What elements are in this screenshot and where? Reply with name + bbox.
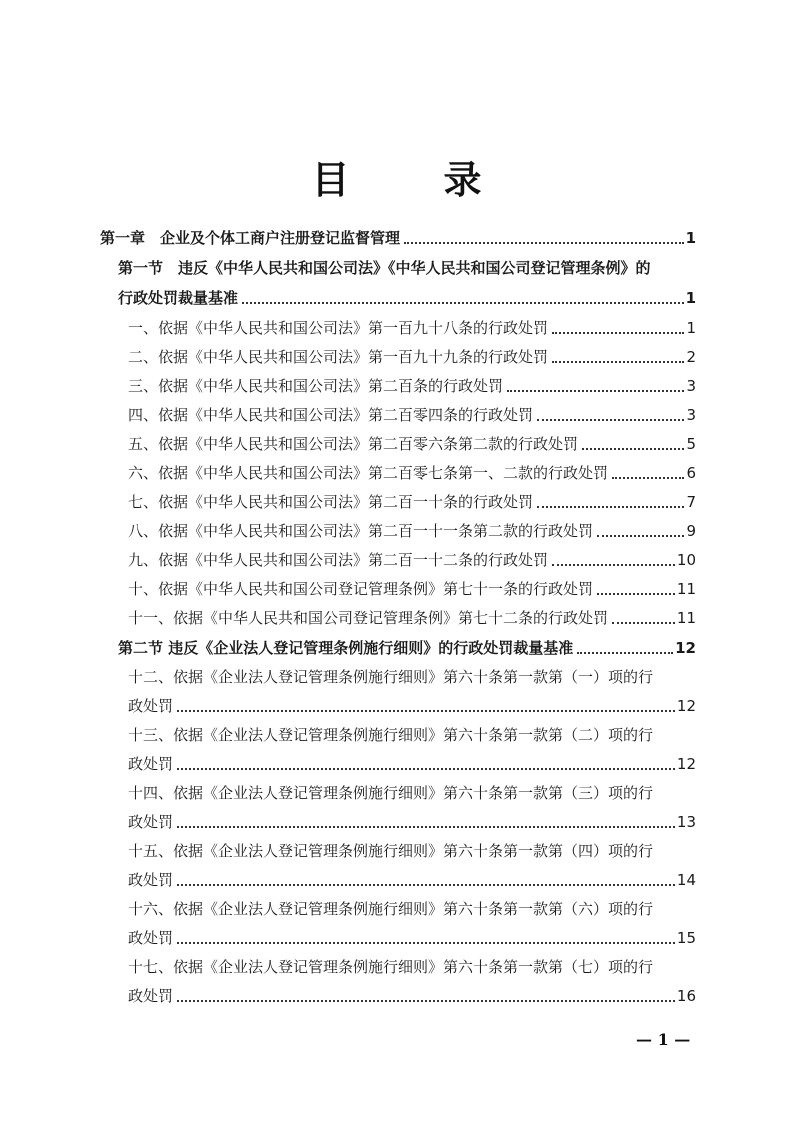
toc-entry-text: 二、依据《中华人民共和国公司法》第一百九十九条的行政处罚 (128, 348, 549, 366)
toc-page-number: 12 (676, 697, 696, 715)
toc-section-2[interactable] (118, 630, 696, 658)
toc-page-number: 6 (686, 464, 696, 482)
toc-item-line1[interactable] (128, 949, 696, 977)
toc-entry-text: 政处罚 (128, 755, 174, 773)
toc-page-number: 1 (685, 289, 696, 307)
toc-item[interactable] (128, 513, 696, 541)
toc-entry-text: 第二节 违反《企业法人登记管理条例施行细则》的行政处罚裁量基准 (118, 639, 574, 657)
toc-entry-text: 一、依据《中华人民共和国公司法》第一百九十八条的行政处罚 (128, 319, 549, 337)
toc-page-number: 5 (686, 435, 696, 453)
toc-entry-text: 政处罚 (128, 697, 174, 715)
toc-item[interactable] (128, 310, 696, 338)
dot-leader (177, 767, 675, 770)
toc-section-1-line2[interactable] (118, 280, 696, 308)
page-title: 目 录 (311, 158, 510, 202)
toc-item[interactable] (128, 600, 696, 628)
dot-leader (612, 621, 675, 624)
toc-item-line2[interactable] (128, 978, 696, 1006)
toc-entry-text: 政处罚 (128, 871, 174, 889)
toc-page-number: 3 (686, 406, 696, 424)
toc-item-line1[interactable] (128, 659, 696, 687)
toc-page-number: 3 (686, 377, 696, 395)
toc-page-number: 13 (676, 813, 696, 831)
dot-leader (577, 651, 673, 654)
dot-leader (177, 825, 675, 828)
toc-page-number: 1 (686, 319, 696, 337)
dot-leader (612, 476, 684, 479)
dot-leader (404, 241, 684, 244)
dot-leader (582, 447, 684, 450)
toc-entry-text: 十、依据《中华人民共和国公司登记管理条例》第七十一条的行政处罚 (128, 580, 594, 598)
toc-item[interactable] (128, 397, 696, 425)
toc-page-number: 7 (686, 493, 696, 511)
toc-page-number: 11 (676, 609, 696, 627)
toc-page-number: 12 (676, 755, 696, 773)
toc-page-number: 9 (686, 522, 696, 540)
toc-item-line1[interactable] (128, 891, 696, 919)
toc-chapter-1[interactable] (100, 220, 696, 248)
dot-leader (552, 360, 684, 363)
toc-item-line2[interactable] (128, 746, 696, 774)
toc-item-line2[interactable] (128, 920, 696, 948)
toc-page-number: 15 (676, 929, 696, 947)
toc-item[interactable] (128, 571, 696, 599)
toc-entry-text: 八、依据《中华人民共和国公司法》第二百一十一条第二款的行政处罚 (128, 522, 594, 540)
toc-entry-text: 政处罚 (128, 987, 174, 1005)
toc-item[interactable] (128, 484, 696, 512)
toc-entry-text: 第一章 企业及个体工商户注册登记监督管理 (100, 229, 401, 247)
toc-item-line1[interactable] (128, 717, 696, 745)
toc-page-number: 1 (685, 229, 696, 247)
dot-leader (552, 331, 684, 334)
toc-item-line1[interactable] (128, 775, 696, 803)
toc-item-line2[interactable] (128, 804, 696, 832)
toc-entry-text: 七、依据《中华人民共和国公司法》第二百一十条的行政处罚 (128, 493, 534, 511)
dot-leader (177, 999, 675, 1002)
toc-entry-text: 三、依据《中华人民共和国公司法》第二百条的行政处罚 (128, 377, 504, 395)
toc-entry-text: 十四、依据《企业法人登记管理条例施行细则》第六十条第一款第（三）项的行 (128, 784, 654, 802)
toc-item-line1[interactable] (128, 833, 696, 861)
toc-item[interactable] (128, 339, 696, 367)
toc-entry-text: 第一节 违反《中华人民共和国公司法》《中华人民共和国公司登记管理条例》的 (118, 259, 651, 277)
dot-leader (242, 301, 684, 304)
toc-item[interactable] (128, 426, 696, 454)
toc-entry-text: 九、依据《中华人民共和国公司法》第二百一十二条的行政处罚 (128, 551, 549, 569)
toc-entry-text: 六、依据《中华人民共和国公司法》第二百零七条第一、二款的行政处罚 (128, 464, 609, 482)
dot-leader (597, 534, 684, 537)
toc-page-number: 14 (676, 871, 696, 889)
toc-entry-text: 十七、依据《企业法人登记管理条例施行细则》第六十条第一款第（七）项的行 (128, 958, 654, 976)
dot-leader (537, 418, 684, 421)
dot-leader (177, 883, 675, 886)
dot-leader (537, 505, 684, 508)
toc-item-line2[interactable] (128, 862, 696, 890)
toc-page-number: 12 (675, 639, 696, 657)
toc-section-1-line1[interactable] (118, 250, 696, 278)
toc-entry-text: 十一、依据《中华人民共和国公司登记管理条例》第七十二条的行政处罚 (128, 609, 609, 627)
toc-entry-text: 行政处罚裁量基准 (118, 289, 239, 307)
toc-page-number: 10 (676, 551, 696, 569)
toc-page-number: 2 (686, 348, 696, 366)
dot-leader (177, 941, 675, 944)
toc-entry-text: 十二、依据《企业法人登记管理条例施行细则》第六十条第一款第（一）项的行 (128, 668, 654, 686)
toc-entry-text: 十六、依据《企业法人登记管理条例施行细则》第六十条第一款第（六）项的行 (128, 900, 654, 918)
toc-item[interactable] (128, 542, 696, 570)
toc-item-line2[interactable] (128, 688, 696, 716)
toc-page-number: 16 (676, 987, 696, 1005)
toc-entry-text: 十五、依据《企业法人登记管理条例施行细则》第六十条第一款第（四）项的行 (128, 842, 654, 860)
dot-leader (177, 709, 675, 712)
dot-leader (597, 592, 675, 595)
toc-entry-text: 政处罚 (128, 929, 174, 947)
toc-entry-text: 政处罚 (128, 813, 174, 831)
toc-page-number: 11 (676, 580, 696, 598)
dot-leader (507, 389, 684, 392)
toc-entry-text: 四、依据《中华人民共和国公司法》第二百零四条的行政处罚 (128, 406, 534, 424)
toc-item[interactable] (128, 368, 696, 396)
toc-item[interactable] (128, 455, 696, 483)
toc-entry-text: 十三、依据《企业法人登记管理条例施行细则》第六十条第一款第（二）项的行 (128, 726, 654, 744)
dot-leader (552, 563, 675, 566)
toc-entry-text: 五、依据《中华人民共和国公司法》第二百零六条第二款的行政处罚 (128, 435, 579, 453)
page-number-footer: — 1 — (636, 1030, 691, 1049)
